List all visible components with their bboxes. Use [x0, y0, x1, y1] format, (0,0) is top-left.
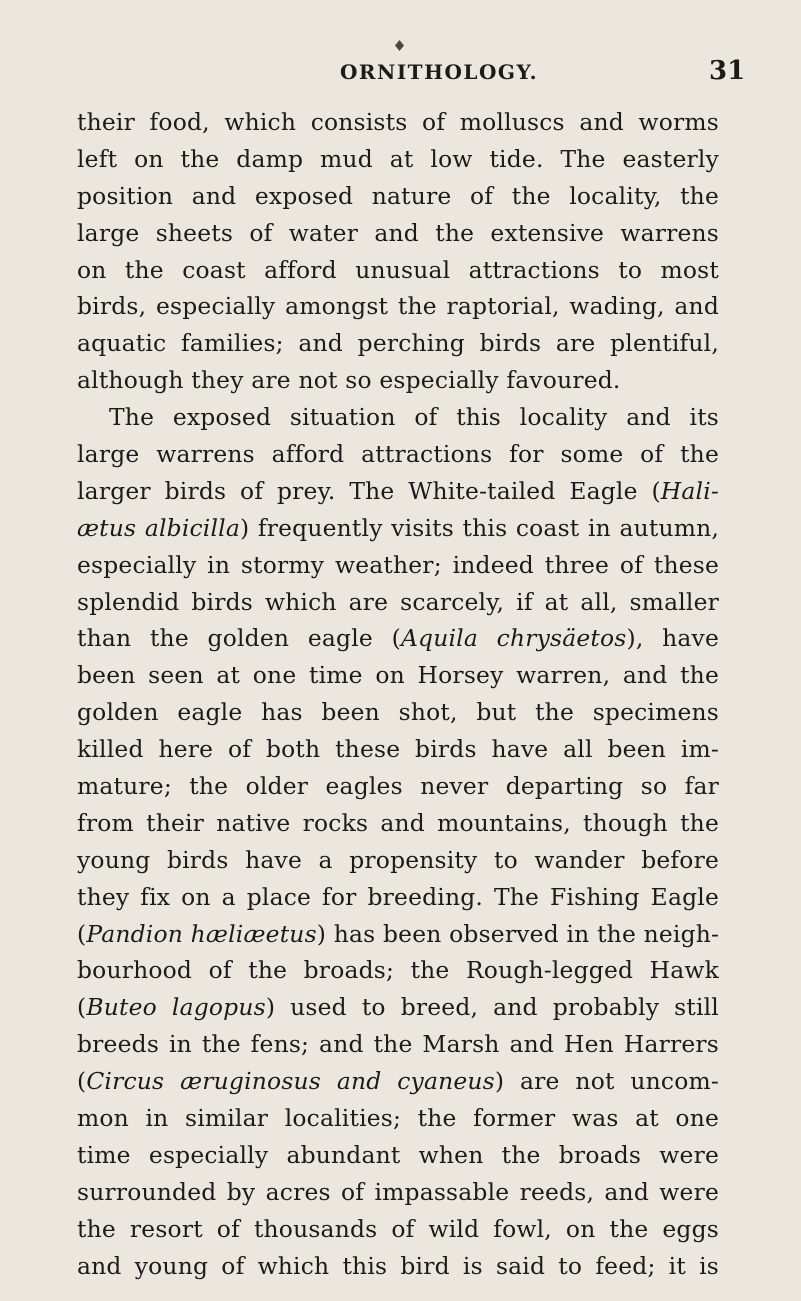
- text-line: than the golden eagle (Aquila chrysäetos), have: [77, 624, 720, 653]
- text-line: (Pandion hæliæetus) has been observed in the neigh-: [77, 919, 720, 948]
- text-line: killed here of both these birds have all been im-: [77, 735, 719, 764]
- text-line: time especially abundant when the broads were: [77, 1140, 719, 1169]
- text-line: (Buteo lagopus) used to breed, and probably still: [77, 993, 719, 1022]
- text-line: and young of which this bird is said to feed; it is: [77, 1251, 719, 1280]
- text-line: mature; the older eagles never departing so far: [77, 772, 719, 801]
- scientific-name: Buteo lagopus: [86, 993, 266, 1022]
- text-line: although they are not so especially favoured.: [77, 366, 621, 395]
- running-head: ORNITHOLOGY.: [340, 60, 539, 84]
- text-line: large warrens afford attractions for some of the: [77, 440, 719, 469]
- text-line: aquatic families; and perching birds are plentiful,: [77, 329, 719, 358]
- scientific-name: Pandion hæliæetus: [86, 919, 317, 948]
- text-line: left on the damp mud at low tide. The easterly: [77, 144, 719, 173]
- scientific-name: ætus albicilla: [77, 513, 240, 542]
- text-line: from their native rocks and mountains, though the: [77, 808, 719, 837]
- text-line: been seen at one time on Horsey warren, and the: [77, 661, 719, 690]
- text-line: breeds in the fens; and the Marsh and Hen Harrers: [77, 1030, 719, 1059]
- text-line: splendid birds which are scarcely, if at all, smaller: [77, 587, 719, 616]
- body-text: [77, 104, 719, 1285]
- text-line: The exposed situation of this locality and its: [109, 403, 719, 432]
- text-line: young birds have a propensity to wander before: [77, 845, 719, 874]
- text-line: position and exposed nature of the locality, the: [77, 181, 719, 210]
- text-line: the resort of thousands of wild fowl, on the eggs: [77, 1214, 719, 1243]
- text-line: (Circus æruginosus and cyaneus) are not uncom-: [77, 1067, 719, 1096]
- scientific-name: Circus æruginosus and cyaneus: [86, 1067, 495, 1096]
- scientific-name: Hali-: [660, 476, 719, 505]
- text-line: they fix on a place for breeding. The Fishing Eagle: [77, 882, 719, 911]
- text-line: larger birds of prey. The White-tailed Eagle (Hali-: [77, 476, 719, 505]
- ornament-icon: [395, 40, 404, 51]
- page-number: 31: [709, 56, 746, 86]
- text-line: their food, which consists of molluscs and worms: [77, 108, 719, 136]
- scientific-name: Aquila chrysäetos: [400, 624, 627, 653]
- text-line: mon in similar localities; the former was at one: [77, 1104, 719, 1133]
- text-line: especially in stormy weather; indeed three of these: [77, 550, 719, 579]
- text-line: bourhood of the broads; the Rough-legged Hawk: [77, 956, 719, 985]
- text-line: large sheets of water and the extensive warrens: [77, 218, 719, 247]
- text-line: ætus albicilla) frequently visits this coast in autumn,: [77, 513, 720, 542]
- text-line: golden eagle has been shot, but the specimens: [77, 698, 719, 727]
- text-line: birds, especially amongst the raptorial, wading, and: [77, 292, 719, 321]
- text-line: surrounded by acres of impassable reeds, and were: [77, 1177, 719, 1206]
- text-line: on the coast afford unusual attractions to most: [77, 255, 719, 284]
